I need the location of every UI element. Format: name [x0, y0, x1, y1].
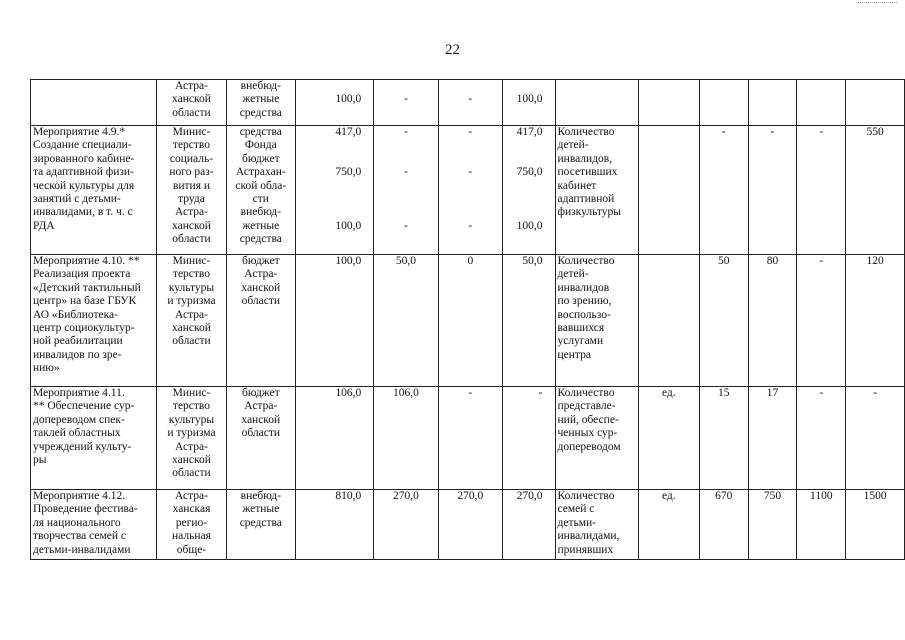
year1-cell — [374, 126, 438, 255]
year1-cell — [374, 80, 438, 126]
year2-value: - — [468, 166, 473, 179]
value1-cell: - — [699, 126, 748, 255]
executor-cell — [157, 80, 226, 126]
corner-mark — [857, 2, 897, 3]
year3-value: 100,0 — [516, 219, 543, 232]
indicator-line: детей- — [557, 268, 589, 281]
source-line: Астра- — [244, 268, 278, 281]
executor-line: ханской — [172, 219, 211, 232]
value4-cell: - — [846, 387, 905, 490]
year3-value: 270,0 — [516, 490, 543, 502]
event-line: центр социокультур- — [33, 322, 135, 335]
executor-line: ханская — [172, 503, 211, 516]
total-value — [298, 139, 361, 152]
year1-value: 270,0 — [392, 490, 419, 502]
page-number: 22 — [445, 42, 460, 58]
event-line: занятий с детьми- — [33, 193, 121, 206]
source-line: средства — [239, 516, 282, 529]
executor-line: области — [172, 233, 211, 246]
indicator-line: детьми- — [557, 516, 597, 529]
year2-value — [441, 153, 500, 166]
executor-line: вития и — [172, 179, 211, 192]
year2-value: 270,0 — [457, 490, 484, 502]
total-value: 100,0 — [335, 93, 362, 105]
source-line: средства — [239, 126, 282, 138]
table-row — [31, 80, 905, 126]
indicator-line: вавшихся — [557, 322, 605, 335]
event-cell — [31, 80, 157, 126]
year2-cell — [438, 255, 502, 387]
total-cell — [295, 490, 373, 560]
year1-value — [376, 153, 435, 166]
executor-cell — [157, 490, 226, 560]
source-line: ской обла- — [235, 179, 287, 192]
event-line: АО «Библиотека- — [33, 308, 118, 321]
event-line: ля национального — [33, 516, 121, 529]
event-line: та адаптивной физи- — [33, 166, 134, 179]
executor-line: Астра- — [174, 490, 208, 502]
indicator-line: инвалидов — [557, 281, 610, 294]
total-value — [298, 153, 361, 166]
indicator-line: инвалидами, — [557, 530, 620, 543]
event-line: РДА — [33, 219, 55, 232]
year3-value — [505, 193, 542, 206]
executor-line: обще- — [176, 543, 207, 556]
total-cell — [295, 255, 373, 387]
year1-value — [376, 206, 435, 219]
year3-value: 50,0 — [522, 255, 543, 267]
source-line: средства — [239, 106, 282, 119]
event-line: Мероприятие 4.11. — [33, 387, 125, 399]
table-row — [31, 255, 905, 387]
indicator-line: Количество — [557, 126, 615, 138]
source-line: области — [241, 295, 281, 308]
event-cell — [31, 126, 157, 255]
event-line: ной реабилитации — [33, 335, 123, 348]
year2-cell — [438, 126, 502, 255]
total-value — [298, 206, 361, 219]
year1-value: - — [404, 126, 408, 138]
total-cell — [295, 126, 373, 255]
indicator-line: физкультуры — [557, 206, 621, 219]
unit-cell: ед. — [638, 490, 699, 560]
source-line: ханской — [241, 281, 281, 294]
total-value: 810,0 — [335, 490, 362, 502]
source-line: жетные — [242, 93, 280, 106]
value2-cell: 80 — [748, 255, 797, 387]
event-line: Создание специали- — [33, 139, 132, 152]
value2-cell: 750 — [748, 490, 797, 560]
event-line: допереводом спек- — [33, 413, 125, 426]
indicator-line: детей- — [557, 139, 589, 152]
unit-cell — [638, 126, 699, 255]
source-line: Астра- — [244, 400, 278, 413]
event-line: Мероприятие 4.10. ** — [33, 255, 140, 267]
executor-line: Минис- — [172, 387, 211, 399]
executor-line: терство — [172, 268, 211, 281]
table-row — [31, 490, 905, 560]
event-line: ** Обеспечение сур- — [33, 400, 135, 413]
indicator-line: семей с — [557, 503, 595, 516]
total-cell — [295, 80, 373, 126]
indicator-line: кабинет — [557, 179, 597, 192]
source-line: бюджет — [241, 152, 280, 165]
year2-value: - — [468, 387, 473, 399]
indicator-line: ний, обеспе- — [557, 413, 619, 426]
year3-value — [505, 206, 542, 219]
year2-value — [441, 206, 500, 219]
year2-cell — [438, 80, 502, 126]
executor-line: и туризма — [167, 427, 216, 440]
executor-line: культуры — [168, 281, 215, 294]
source-line: сти — [252, 193, 269, 206]
year2-value: 0 — [467, 255, 474, 267]
indicator-line: адаптивной — [557, 193, 615, 206]
source-cell — [226, 80, 295, 126]
year3-value — [505, 139, 542, 152]
executor-line: и туризма — [167, 295, 216, 308]
executor-line: Астра- — [174, 440, 208, 453]
value2-cell — [748, 80, 797, 126]
total-value — [298, 193, 361, 206]
source-cell — [226, 255, 295, 387]
year1-value — [376, 193, 435, 206]
value4-cell — [846, 80, 905, 126]
total-value: 417,0 — [335, 126, 362, 138]
value2-cell: - — [748, 126, 797, 255]
event-cell — [31, 387, 157, 490]
year2-cell — [438, 387, 502, 490]
source-cell — [226, 387, 295, 490]
total-value: 100,0 — [335, 219, 362, 232]
year2-value — [441, 139, 500, 152]
event-line: инвалидов по зре- — [33, 348, 122, 361]
executor-line: Минис- — [172, 126, 211, 138]
source-line: Астрахан- — [235, 166, 286, 179]
year1-value — [376, 139, 435, 152]
year2-cell — [438, 490, 502, 560]
event-line: Проведение фестива- — [33, 503, 138, 516]
year1-cell — [374, 255, 438, 387]
year2-value — [441, 180, 500, 193]
event-line: инвалидами, в т. ч. с — [33, 206, 133, 219]
executor-cell — [157, 387, 226, 490]
value3-cell: 1100 — [797, 490, 846, 560]
event-line: Реализация проекта — [33, 268, 131, 281]
year3-cell — [503, 255, 555, 387]
year1-value: 50,0 — [395, 255, 416, 267]
value4-cell: 120 — [846, 255, 905, 387]
source-line: области — [241, 427, 281, 440]
event-line: учреждений культу- — [33, 440, 132, 453]
event-line: центр» на базе ГБУК — [33, 295, 137, 308]
event-line: Мероприятие 4.12. — [33, 490, 126, 502]
source-line: жетные — [242, 219, 280, 232]
event-line: таклей областных — [33, 427, 121, 440]
executor-line: культуры — [168, 413, 215, 426]
value1-cell — [699, 80, 748, 126]
event-line: Мероприятие 4.9.* — [33, 126, 126, 138]
total-value: 100,0 — [335, 255, 362, 267]
value3-cell: - — [797, 126, 846, 255]
value1-cell: 50 — [699, 255, 748, 387]
event-line: детьми-инвалидами — [33, 543, 131, 556]
value4-cell: 550 — [846, 126, 905, 255]
executor-line: социаль- — [169, 152, 214, 165]
year3-cell — [503, 490, 555, 560]
table-body — [31, 80, 905, 560]
total-value — [298, 180, 361, 193]
executor-line: нальная — [172, 530, 211, 543]
year3-cell — [503, 126, 555, 255]
year1-value — [376, 180, 435, 193]
source-line: средства — [239, 233, 282, 246]
year2-value: - — [468, 93, 473, 105]
executor-line: области — [172, 467, 211, 480]
year3-cell — [503, 387, 555, 490]
executor-line: области — [172, 335, 211, 348]
total-value: 106,0 — [335, 387, 362, 399]
value3-cell: - — [797, 255, 846, 387]
value1-cell: 670 — [699, 490, 748, 560]
executor-line: труда — [178, 193, 205, 206]
executor-line: Астра- — [174, 206, 208, 219]
unit-cell — [638, 255, 699, 387]
year3-value — [505, 180, 542, 193]
executor-line: ханской — [172, 454, 211, 467]
executor-line: Минис- — [172, 255, 211, 267]
source-line: бюджет — [241, 255, 280, 267]
value4-cell: 1500 — [846, 490, 905, 560]
indicator-cell — [555, 387, 638, 490]
indicator-cell — [555, 80, 638, 126]
year1-cell — [374, 387, 438, 490]
executor-line: терство — [172, 400, 211, 413]
value2-cell: 17 — [748, 387, 797, 490]
executor-line: Астра- — [174, 308, 208, 321]
year3-value: 417,0 — [516, 126, 543, 138]
source-cell — [226, 126, 295, 255]
value3-cell: - — [797, 387, 846, 490]
source-line: Фонда — [244, 139, 277, 152]
executor-line: ного раз- — [169, 166, 214, 179]
event-line: «Детский тактильный — [33, 281, 141, 294]
executor-line: ханской — [172, 322, 211, 335]
value3-cell — [797, 80, 846, 126]
indicator-line: посетивших — [557, 166, 618, 179]
year1-value: 106,0 — [392, 387, 419, 399]
year3-value: 100,0 — [516, 93, 543, 105]
indicator-cell — [555, 126, 638, 255]
source-line: жетные — [242, 503, 280, 516]
source-line: внебюд- — [240, 80, 281, 92]
source-cell — [226, 490, 295, 560]
indicator-line: Количество — [557, 490, 615, 502]
indicator-line: допереводом — [557, 440, 621, 453]
executor-line: области — [172, 106, 211, 119]
table-row — [31, 387, 905, 490]
year1-value: - — [404, 93, 408, 105]
indicator-line: принявших — [557, 543, 614, 556]
executor-cell — [157, 126, 226, 255]
event-line: творчества семей с — [33, 530, 127, 543]
executor-cell — [157, 255, 226, 387]
event-line: нию» — [33, 362, 60, 375]
value1-cell: 15 — [699, 387, 748, 490]
year3-cell — [503, 80, 555, 126]
indicator-line: услугами — [557, 335, 604, 348]
indicator-line: представле- — [557, 400, 616, 413]
executor-line: терство — [172, 139, 211, 152]
event-line: ры — [33, 454, 47, 467]
total-value: 750,0 — [335, 166, 362, 179]
unit-cell: ед. — [638, 387, 699, 490]
indicator-line: воспользо- — [557, 308, 611, 321]
executor-line: Астра- — [174, 80, 208, 92]
table-row — [31, 126, 905, 255]
source-line: бюджет — [241, 387, 280, 399]
indicator-cell — [555, 255, 638, 387]
year1-value: - — [404, 219, 408, 232]
indicator-line: Количество — [557, 387, 615, 399]
indicator-line: ченных сур- — [557, 427, 618, 440]
program-table — [30, 79, 905, 560]
executor-line: регио- — [175, 516, 208, 529]
year1-value: - — [404, 166, 408, 179]
year2-value — [441, 193, 500, 206]
indicator-line: инвалидов, — [557, 152, 613, 165]
year1-cell — [374, 490, 438, 560]
executor-line: ханской — [172, 93, 211, 106]
indicator-line: центра — [557, 348, 591, 361]
year2-value: - — [468, 219, 473, 232]
unit-cell — [638, 80, 699, 126]
year3-value — [505, 153, 542, 166]
source-line: внебюд- — [240, 490, 281, 502]
event-cell — [31, 255, 157, 387]
indicator-cell — [555, 490, 638, 560]
year2-value: - — [468, 126, 473, 138]
indicator-line: по зрению, — [557, 295, 612, 308]
year3-value: 750,0 — [516, 166, 543, 179]
indicator-line: Количество — [557, 255, 615, 267]
event-cell — [31, 490, 157, 560]
total-cell — [295, 387, 373, 490]
event-line: ческой культуры для — [33, 179, 135, 192]
source-line: ханской — [241, 413, 281, 426]
year3-value: - — [538, 387, 543, 399]
event-line: зированного кабине- — [33, 152, 135, 165]
source-line: внебюд- — [240, 206, 281, 219]
